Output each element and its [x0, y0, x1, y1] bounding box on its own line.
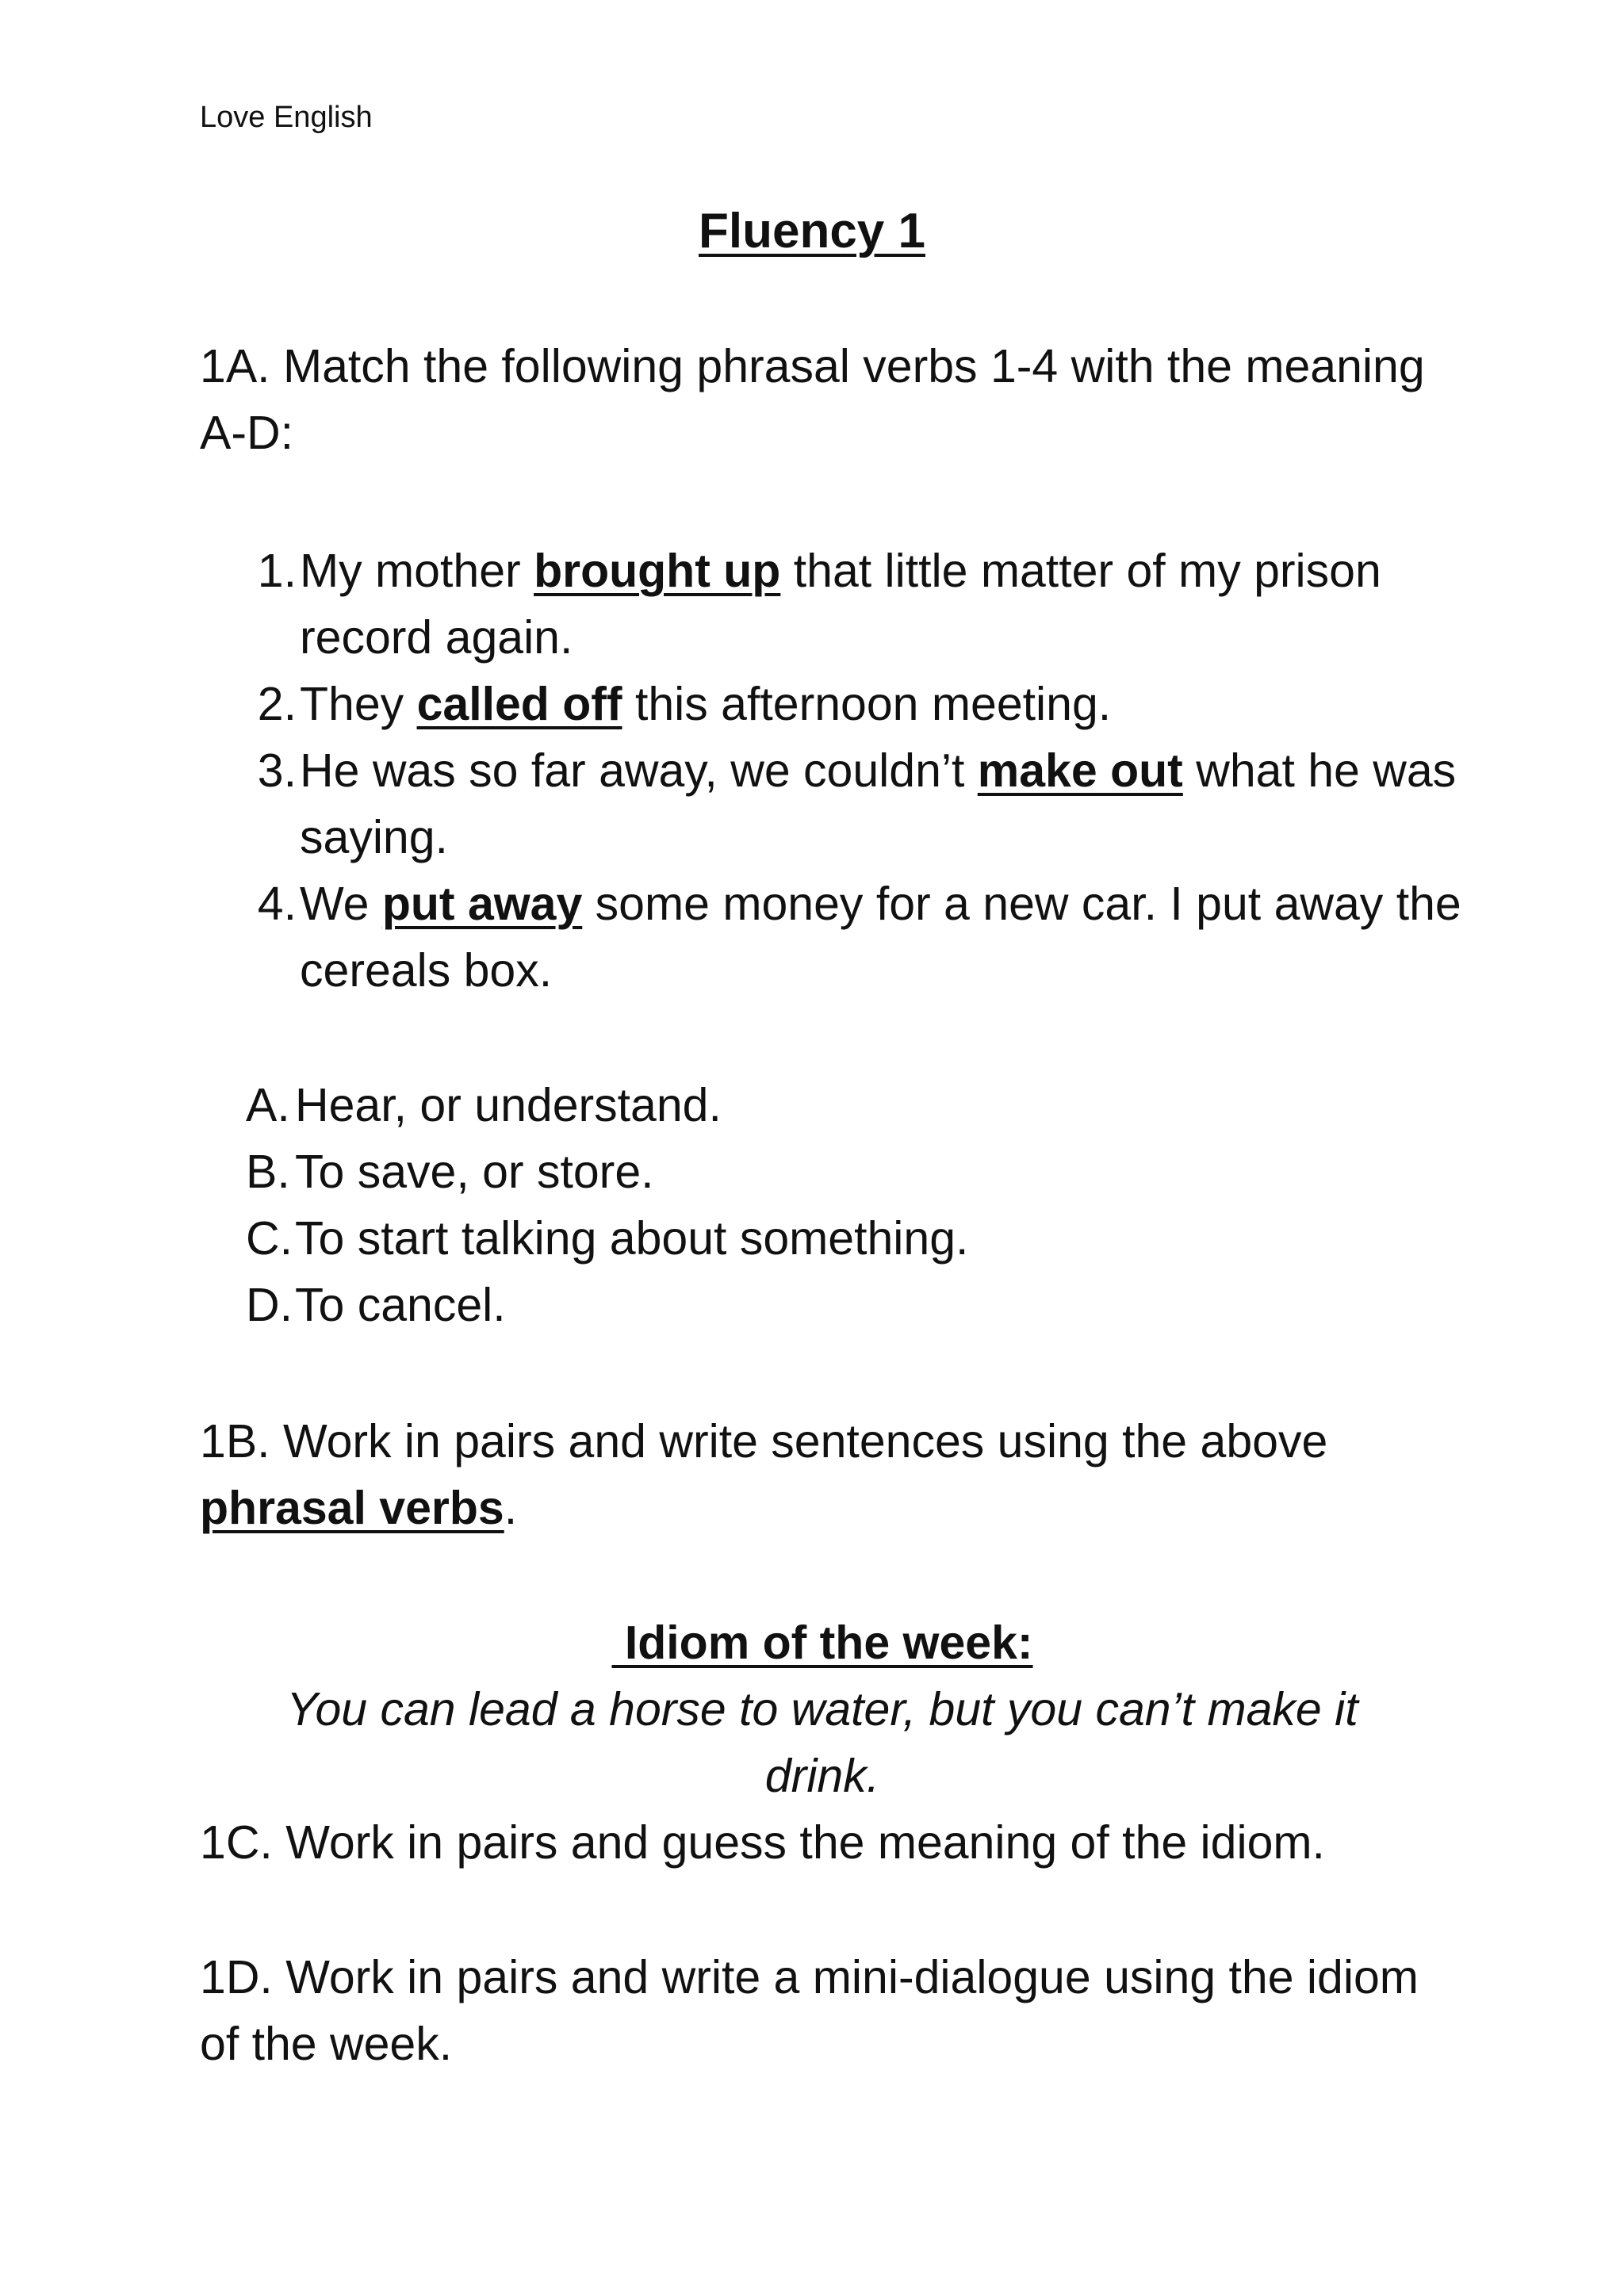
page-header: Love English: [200, 101, 373, 134]
phrasal-verb: put away: [381, 878, 583, 930]
list-item: A. Hear, or understand.: [246, 1072, 1515, 1138]
idiom-heading: Idiom of the week:: [611, 1617, 1033, 1669]
item-letter: B.: [246, 1146, 290, 1198]
item-number: 3.: [257, 744, 297, 797]
list-item: C. To start talking about something.: [246, 1205, 1515, 1272]
list-item: 1. My mother brought up that little matter of my prison record again.: [200, 538, 1469, 671]
item-letter: C.: [246, 1212, 293, 1265]
phrasal-verb: brought up: [534, 545, 781, 597]
list-item: 2. They called off this afternoon meeting.: [200, 671, 1469, 737]
item-number: 1.: [257, 545, 297, 597]
item-number: 2.: [257, 678, 297, 730]
phrasal-verbs-emphasis: phrasal verbs: [200, 1482, 504, 1534]
list-item: D. To cancel.: [246, 1272, 1515, 1338]
list-item: 4. We put away some money for a new car. I put away the cereals box.: [200, 871, 1469, 1004]
phrasal-verb: called off: [416, 678, 622, 730]
list-item: 3. He was so far away, we couldn’t make out what he was saying.: [200, 737, 1469, 871]
item-letter: A.: [246, 1079, 290, 1131]
meaning-list: [246, 1072, 1515, 1338]
instruction-1b: 1B. Work in pairs and write sentences using the above phrasal verbs.: [200, 1415, 1328, 1534]
item-number: 4.: [257, 878, 297, 930]
phrasal-verb: make out: [977, 744, 1183, 797]
item-letter: D.: [246, 1279, 293, 1331]
phrasal-verb-list: [200, 538, 1469, 1004]
instruction-1a: 1A. Match the following phrasal verbs 1-4 with the meaning A-D:: [200, 340, 1425, 459]
page-title-text: Fluency 1: [699, 204, 925, 258]
instruction-1d: 1D. Work in pairs and write a mini-dialogue using the idiom of the week.: [200, 1951, 1419, 2070]
idiom-block: [200, 1609, 1445, 1809]
list-item: B. To save, or store.: [246, 1138, 1515, 1205]
page-title: [0, 202, 1624, 261]
instruction-1c: 1C. Work in pairs and guess the meaning of the idiom.: [200, 1816, 1325, 1869]
idiom-text: You can lead a horse to water, but you can’t make it drink.: [286, 1683, 1358, 1802]
